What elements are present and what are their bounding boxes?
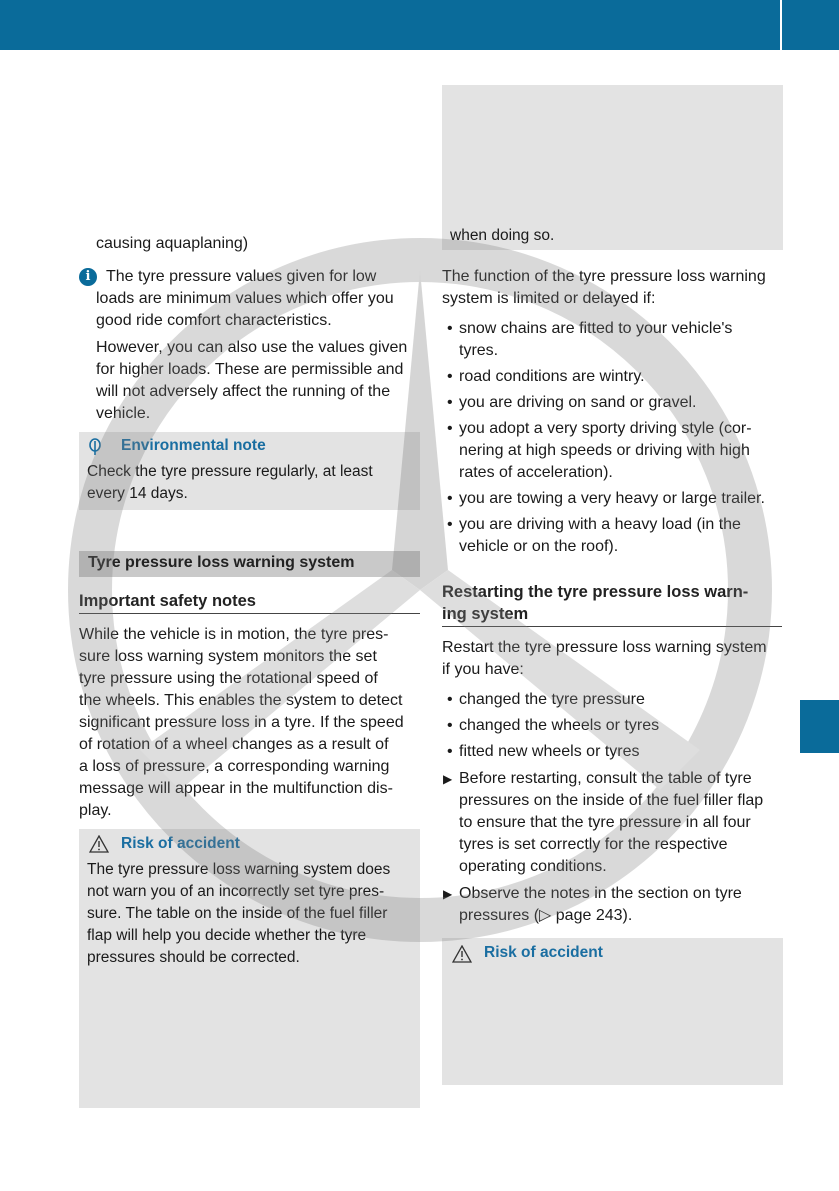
step-line: Before restarting, consult the table of tyre bbox=[459, 770, 752, 787]
heading-rule bbox=[79, 613, 420, 614]
step-arrow-icon: ▶ bbox=[443, 772, 453, 786]
bullet-dot: • bbox=[447, 691, 453, 708]
warning-triangle-icon bbox=[89, 835, 109, 853]
restart-heading-line-1: Restarting the tyre pressure loss warn- bbox=[442, 583, 749, 601]
body-line: tyre pressure using the rotational speed of bbox=[79, 670, 378, 687]
restart-item: fitted new wheels or tyres bbox=[459, 743, 640, 760]
risk-line: not warn you of an incorrectly set tyre pres- bbox=[87, 883, 385, 900]
bullet-dot: • bbox=[447, 368, 453, 385]
body-line: message will appear in the multifunction dis- bbox=[79, 780, 393, 797]
list-item: rates of acceleration). bbox=[459, 464, 613, 481]
list-item: road conditions are wintry. bbox=[459, 368, 645, 385]
box-tail-text: when doing so. bbox=[450, 227, 555, 244]
info-icon: i bbox=[79, 268, 97, 286]
restart-intro-2: if you have: bbox=[442, 661, 524, 678]
page-reference-link[interactable]: pressures (▷ page 243). bbox=[459, 907, 633, 924]
list-item: you are towing a very heavy or large trailer. bbox=[459, 490, 765, 507]
bullet-dot: • bbox=[447, 394, 453, 411]
bullet-dot: • bbox=[447, 516, 453, 533]
header-divider bbox=[780, 0, 782, 50]
body-line: a loss of pressure, a corresponding warning bbox=[79, 758, 390, 775]
info-line-6: will not adversely affect the running of the bbox=[96, 383, 391, 400]
restart-item: changed the wheels or tyres bbox=[459, 717, 660, 734]
list-item: vehicle or on the roof). bbox=[459, 538, 619, 555]
bullet-dot: • bbox=[447, 490, 453, 507]
environmental-note-box bbox=[79, 432, 420, 510]
step-line: to ensure that the tyre pressure in all four bbox=[459, 814, 751, 831]
bullet-dot: • bbox=[447, 420, 453, 437]
info-line-3: good ride comfort characteristics. bbox=[96, 312, 332, 329]
step-line: tyres is set correctly for the respective bbox=[459, 836, 728, 853]
body-line: sure loss warning system monitors the set bbox=[79, 648, 377, 665]
header-bar bbox=[0, 0, 839, 50]
safety-heading: Important safety notes bbox=[79, 592, 256, 610]
restart-heading-line-2: ing system bbox=[442, 605, 529, 623]
step-line: pressures on the inside of the fuel filler flap bbox=[459, 792, 764, 809]
info-line-5: for higher loads. These are permissible and bbox=[96, 361, 404, 378]
risk-box-left bbox=[79, 829, 420, 1108]
risk-line: sure. The table on the inside of the fuel filler bbox=[87, 905, 388, 922]
list-item: you are driving with a heavy load (in the bbox=[459, 516, 741, 533]
step-arrow-icon: ▶ bbox=[443, 887, 453, 901]
environmental-note-title: Environmental note bbox=[121, 437, 266, 454]
restart-item: changed the tyre pressure bbox=[459, 691, 645, 708]
leaf-icon bbox=[87, 438, 103, 456]
risk-title: Risk of accident bbox=[121, 835, 240, 852]
continued-warning-box bbox=[442, 85, 783, 250]
body-line: significant pressure loss in a tyre. If the speed bbox=[79, 714, 404, 731]
risk-line: The tyre pressure loss warning system does bbox=[87, 861, 391, 878]
body-line: of rotation of a wheel changes as a result of bbox=[79, 736, 389, 753]
info-line-7: vehicle. bbox=[96, 405, 151, 422]
intro-line-1: The function of the tyre pressure loss warning bbox=[442, 268, 766, 285]
list-item: tyres. bbox=[459, 342, 499, 359]
risk-box-right bbox=[442, 938, 783, 1085]
list-item: nering at high speeds or driving with high bbox=[459, 442, 750, 459]
environmental-note-line-2: every 14 days. bbox=[87, 485, 188, 502]
body-line: the wheels. This enables the system to detect bbox=[79, 692, 403, 709]
risk-line: flap will help you decide whether the tyre bbox=[87, 927, 367, 944]
warning-triangle-icon bbox=[452, 945, 472, 963]
environmental-note-line-1: Check the tyre pressure regularly, at least bbox=[87, 463, 373, 480]
intro-line-2: system is limited or delayed if: bbox=[442, 290, 656, 307]
body-line: play. bbox=[79, 802, 112, 819]
info-line-2: loads are minimum values which offer you bbox=[96, 290, 394, 307]
body-line: While the vehicle is in motion, the tyre pres- bbox=[79, 626, 389, 643]
bullet-dot: • bbox=[447, 320, 453, 337]
risk-title: Risk of accident bbox=[484, 944, 603, 961]
info-line-1: The tyre pressure values given for low bbox=[106, 268, 377, 285]
restart-intro-1: Restart the tyre pressure loss warning system bbox=[442, 639, 767, 656]
chapter-tab[interactable] bbox=[800, 700, 839, 753]
bullet-dot: • bbox=[447, 717, 453, 734]
step-line: operating conditions. bbox=[459, 858, 607, 875]
bullet-dot: • bbox=[447, 743, 453, 760]
risk-line: pressures should be corrected. bbox=[87, 949, 300, 966]
section-title: Tyre pressure loss warning system bbox=[88, 554, 355, 571]
section-heading-bar bbox=[79, 551, 420, 577]
list-item: you are driving on sand or gravel. bbox=[459, 394, 697, 411]
continuation-text: causing aquaplaning) bbox=[96, 235, 249, 252]
heading-rule bbox=[442, 626, 782, 627]
list-item: snow chains are fitted to your vehicle's bbox=[459, 320, 733, 337]
list-item: you adopt a very sporty driving style (cor- bbox=[459, 420, 752, 437]
step-line: Observe the notes in the section on tyre bbox=[459, 885, 742, 902]
info-line-4: However, you can also use the values given bbox=[96, 339, 408, 356]
